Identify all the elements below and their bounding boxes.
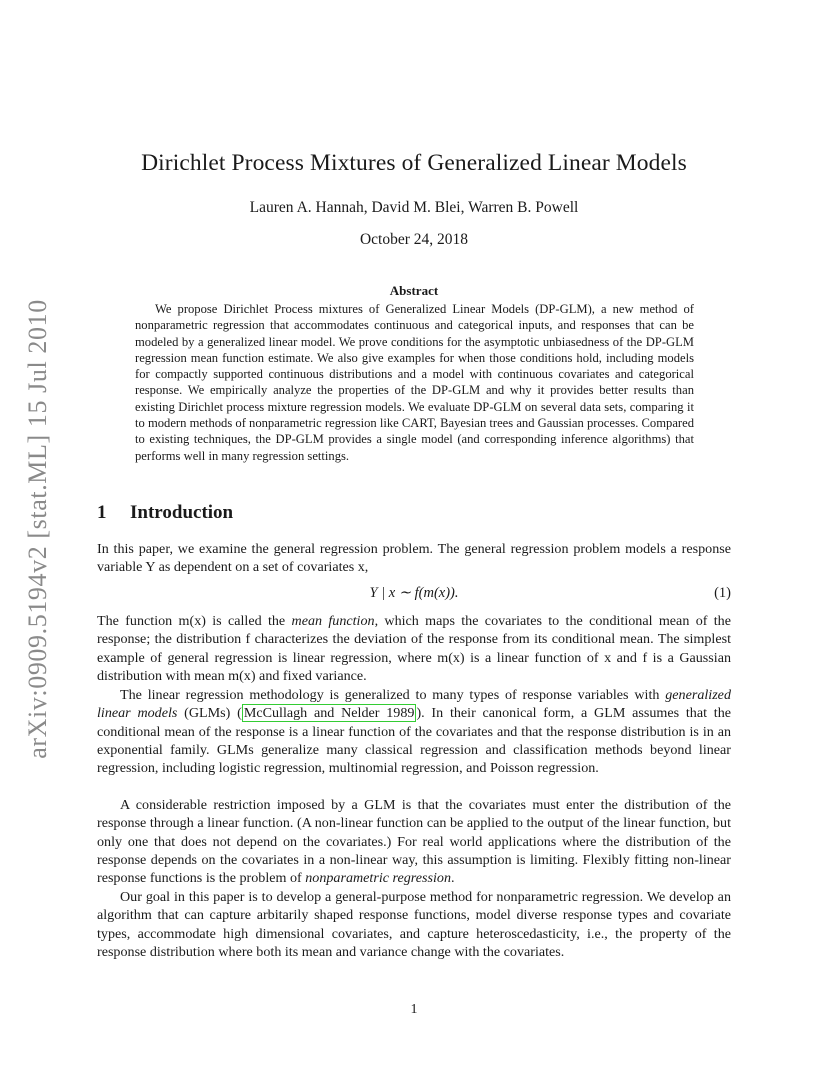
equation-1: [97, 585, 731, 605]
p4-emphasis: nonparametric regression: [305, 870, 451, 887]
arxiv-identifier-stamp: [12, 296, 64, 762]
arxiv-identifier-text: arXiv:0909.5194v2 [stat.ML] 15 Jul 2010: [23, 299, 52, 759]
p2-text-b: , which maps the covariates to the conditional mean of the response; the distribution f characterizes the deviation of the response from its conditional mean. The simplest example of general regression is linear regression, where m(x) is a linear function of x and f is a Gaussian distribution with mean m(x) and fixed variance.: [97, 613, 731, 684]
p4-text-b: .: [451, 870, 455, 887]
section-title: Introduction: [130, 502, 234, 523]
p3-text-b: (GLMs) (: [177, 705, 242, 722]
intro-paragraph-5: Our goal in this paper is to develop a general-purpose method for nonparametric regression. We develop an algorithm that can capture arbitarily shaped response functions, model diverse response types and covariate types, accommodate high dimensional covariates, and capture heteroscedasticity, i.e., the property of the response distribution where both its mean and variance change with the covariates.: [97, 889, 731, 960]
p3-text-c: ). In their canonical form, a GLM assumes that the conditional mean of the response is a linear function of the covariates and that the response distribution is in an exponential family. GLMs generalize many classical regression and classification methods beyond linear regression, including logistic regression, multinomial regression, and Poisson regression.: [97, 705, 731, 777]
p4-text-a: A considerable restriction imposed by a GLM is that the covariates must enter the distribution of the response through a linear function. (A non-linear function can be applied to the output of the linear function, but only one that does not depend on the covariates.) For real world applications where the distribution of the response depends on the covariates in a non-linear way, this assumption is limiting. Flexibly fitting non-linear response functions is the problem of: [97, 797, 731, 887]
paper-date: October 24, 2018: [359, 231, 469, 248]
equation-text: Y | x ∼ f(m(x)).: [369, 585, 459, 601]
p3-emphasis: generalized linear models: [97, 687, 731, 722]
page-number: 1: [410, 1002, 418, 1017]
paper-authors: Lauren A. Hannah, David M. Blei, Warren B. Powell: [249, 199, 579, 216]
citation-link[interactable]: McCullagh and Nelder 1989: [243, 705, 415, 722]
p2-text-a: The function m(x) is called the: [97, 613, 292, 629]
p2-emphasis: mean function: [291, 613, 375, 629]
p3-text-a: The linear regression methodology is generalized to many types of response variables with: [120, 687, 666, 703]
intro-paragraph-2: [97, 612, 731, 685]
paper-title: Dirichlet Process Mixtures of Generalized Linear Models: [141, 150, 687, 176]
abstract-text: We propose Dirichlet Process mixtures of Generalized Linear Models (DP-GLM), a new method of nonparametric regression that accommodates continuous and categorical inputs, and responses that can be modeled by a generalized linear model. We prove conditions for the asymptotic unbiasedness of the DP-GLM regression mean function estimate. We also give examples for when those conditions hold, including models for compactly supported continuous distributions and a model with continuous covariates and categorical response. We empirically analyze the properties of the DP-GLM and why it provides better results than existing Dirichlet process mixture regression models. We evaluate DP-GLM on several data sets, comparing it to modern methods of nonparametric regression like CART, Bayesian trees and Gaussian processes. Compared to existing techniques, the DP-GLM provides a single model (and corresponding inference algorithms) that performs well in many regression settings.: [135, 302, 694, 463]
abstract-heading: Abstract: [389, 283, 439, 298]
section-number: 1: [97, 502, 107, 523]
intro-paragraph-3: [97, 686, 731, 777]
section-heading: [97, 502, 233, 524]
intro-paragraph-1: In this paper, we examine the general regression problem. The general regression problem models a response variable Y as dependent on a set of covariates x,: [97, 541, 731, 576]
equation-number: (1): [714, 585, 731, 601]
intro-paragraph-4: [97, 796, 731, 887]
